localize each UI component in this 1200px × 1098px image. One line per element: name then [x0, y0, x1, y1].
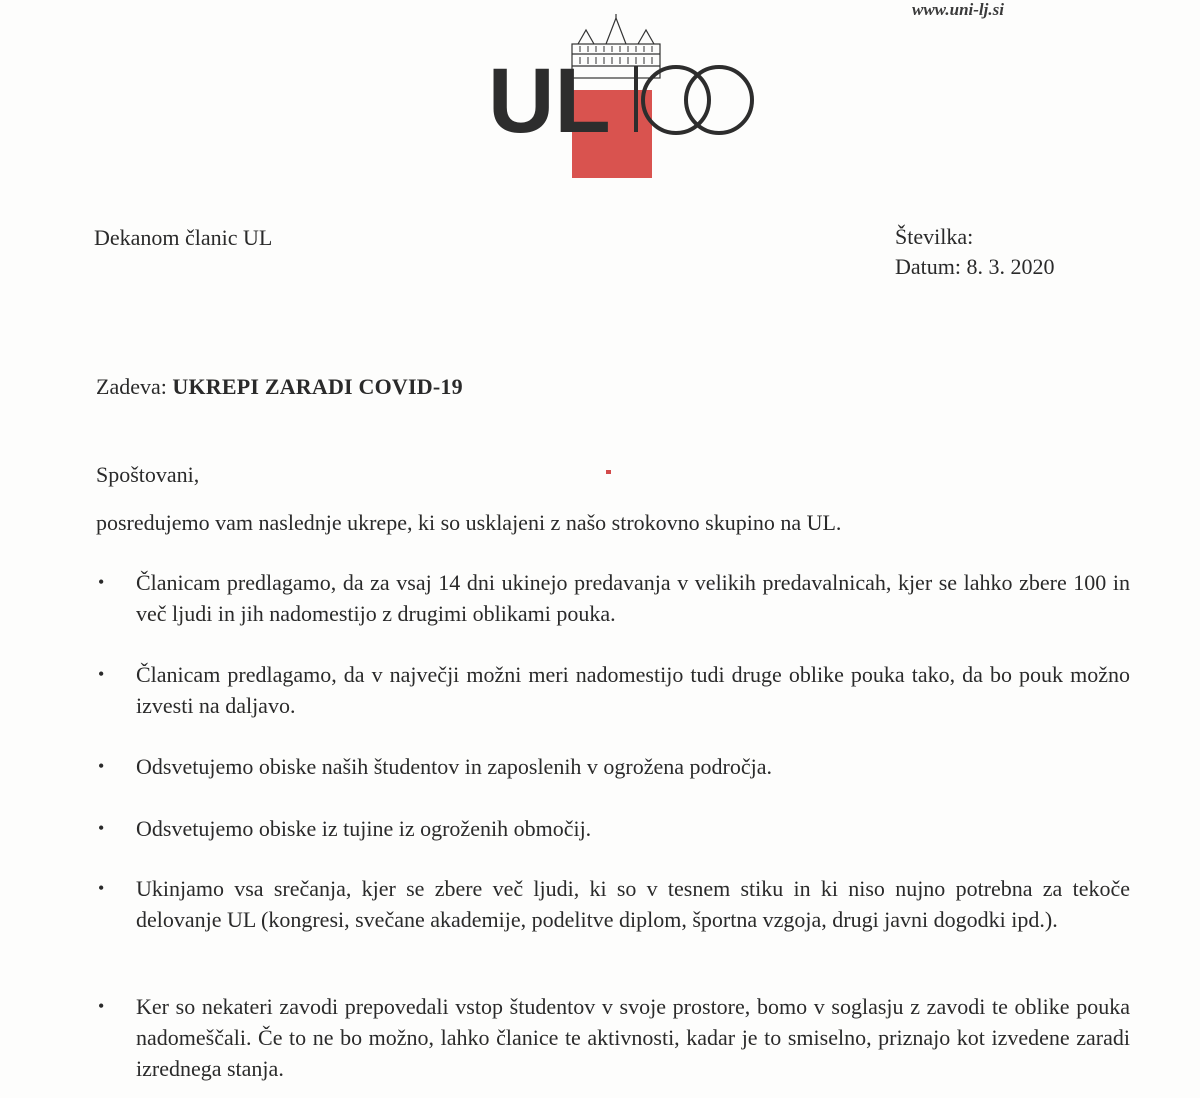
subject-label: Zadeva:: [96, 374, 167, 399]
bullet-icon: •: [98, 996, 105, 1016]
university-logo: [488, 14, 758, 182]
measure-text: Ker so nekateri zavodi prepovedali vstop študentov v svoje prostore, bomo v soglasju z zavodi te oblike pouka nadomeščali. Če to ne bo možno, lahko članice te aktivnosti, kadar je to smiselno, priznajo kot izvedene zaradi izrednega stanja.: [136, 994, 1130, 1081]
list-item: [96, 659, 1130, 751]
measure-text: Članicam predlagamo, da v največji možni meri nadomestijo tudi druge oblike pouka tako, da bo pouk možno izvesti na daljavo.: [136, 662, 1130, 718]
bullet-icon: •: [98, 572, 105, 592]
list-item: [96, 813, 1130, 873]
number-label: Številka:: [895, 224, 974, 249]
website-url: www.uni-lj.si: [912, 0, 1004, 19]
date-label: Datum: 8. 3. 2020: [895, 254, 1055, 279]
measure-text: Ukinjamo vsa srečanja, kjer se zbere več ljudi, ki so v tesnem stiku in ki niso nujno potrebna za tekoče delovanje UL (kongresi, svečane akademije, podelitve diplom, športna vzgoja, drugi javni dogodki ipd.).: [136, 876, 1130, 932]
list-item: [96, 873, 1130, 991]
document-meta: [895, 222, 1055, 282]
measures-list: [96, 567, 1130, 1081]
measure-text: Odsvetujemo obiske iz tujine iz ogroženih območij.: [136, 816, 592, 841]
addressee: Dekanom članic UL: [94, 225, 273, 250]
greeting: Spoštovani,: [96, 462, 200, 487]
bullet-icon: •: [98, 878, 105, 898]
measure-text: Odsvetujemo obiske naših študentov in zaposlenih v ogrožena področja.: [136, 754, 773, 779]
list-item: [96, 991, 1130, 1081]
logo-ul-text: UL: [488, 50, 611, 152]
bullet-icon: •: [98, 818, 105, 838]
subject-title: UKREPI ZARADI COVID-19: [172, 374, 463, 399]
measure-text: Članicam predlagamo, da za vsaj 14 dni ukinejo predavanja v velikih predavalnicah, kjer se lahko zbere 100 in več ljudi in jih nadomestijo z drugimi oblikami pouka.: [136, 570, 1130, 626]
intro-paragraph: posredujemo vam naslednje ukrepe, ki so usklajeni z našo strokovno skupino na UL.: [96, 510, 842, 535]
subject-line: [96, 374, 463, 400]
list-item: [96, 567, 1130, 659]
list-item: [96, 751, 1130, 813]
red-mark: [606, 470, 611, 474]
bullet-icon: •: [98, 756, 105, 776]
bullet-icon: •: [98, 664, 105, 684]
